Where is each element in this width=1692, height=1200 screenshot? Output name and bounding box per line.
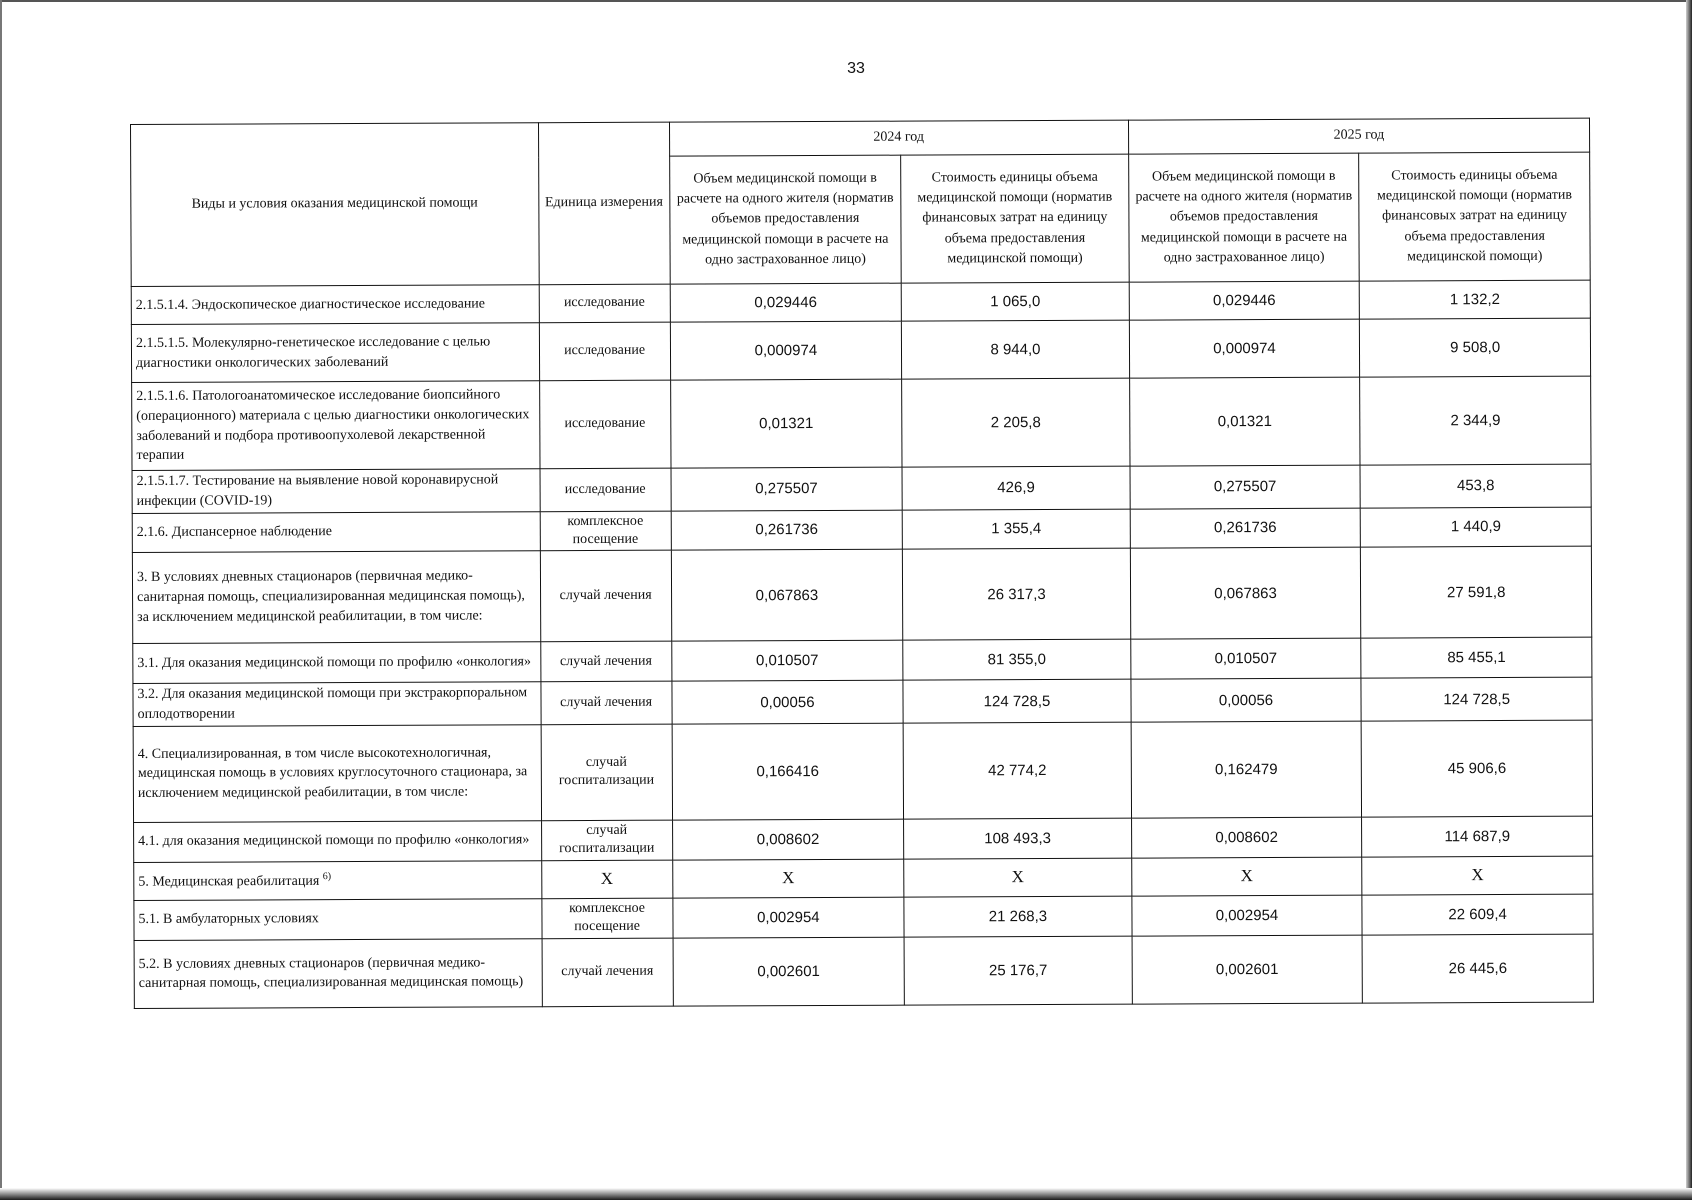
header-kind: Виды и условия оказания медицинской помощи: [131, 123, 539, 287]
row-name: 3.2. Для оказания медицинской помощи при экстракорпоральном оплодотворении: [133, 682, 541, 727]
cost-2025: 26 445,6: [1362, 934, 1593, 1003]
cost-2025: 114 687,9: [1362, 816, 1593, 857]
table-row: [133, 720, 1592, 822]
volume-2025: 0,010507: [1130, 638, 1361, 679]
cost-2025: 1 132,2: [1360, 280, 1591, 319]
cost-2024: 8 944,0: [902, 320, 1130, 379]
volume-2024: 0,261736: [671, 510, 903, 550]
volume-2024: 0,166416: [672, 723, 904, 820]
header-year-2025: 2025 год: [1128, 118, 1589, 154]
table-row: [131, 318, 1590, 382]
table-row: [131, 280, 1590, 324]
row-unit: случай лечения: [542, 938, 673, 1007]
table-row: [132, 546, 1591, 643]
volume-2024: 0,00056: [671, 680, 903, 724]
row-unit: исследование: [539, 322, 670, 381]
volume-2025: 0,275507: [1130, 465, 1361, 509]
volume-2024: 0,029446: [670, 283, 902, 322]
row-name: 3. В условиях дневных стационаров (первичная медико-санитарная помощь, специализированная медицинская помощь), за исключением медицинской реабилитации, в том числе:: [132, 551, 540, 644]
header-unit: Единица измерения: [538, 122, 670, 285]
cost-2024: 1 065,0: [901, 282, 1129, 321]
row-unit: комплексное посещение: [542, 898, 673, 939]
cost-2024: 25 176,7: [904, 936, 1132, 1005]
cost-2025: 22 609,4: [1362, 894, 1593, 935]
row-name: [134, 861, 542, 901]
row-name: 2.1.6. Диспансерное наблюдение: [132, 511, 540, 552]
volume-2025: 0,067863: [1130, 547, 1361, 639]
cost-2025: 2 344,9: [1360, 376, 1591, 465]
cost-2024: 124 728,5: [903, 679, 1131, 723]
volume-2025: 0,008602: [1131, 817, 1362, 858]
volume-2024: 0,067863: [671, 549, 903, 641]
cost-2024: 81 355,0: [903, 639, 1131, 680]
scan-right-edge: [1686, 0, 1692, 1200]
row-name: 2.1.5.1.5. Молекулярно-генетическое исследование с целью диагностики онкологических заболеваний: [131, 323, 539, 383]
volume-2024: 0,010507: [671, 640, 903, 681]
volume-2024: 0,01321: [670, 379, 902, 468]
norms-table: [130, 118, 1594, 1009]
volume-2025: 0,261736: [1130, 508, 1361, 548]
row-name: 5.1. В амбулаторных условиях: [134, 899, 542, 941]
cost-2024: Х: [904, 858, 1132, 897]
row-name-text: 5. Медицинская реабилитация: [138, 873, 320, 890]
header-cost-2024: Стоимость единицы объема медицинской помощи (норматив финансовых затрат на единицу объема предоставления медицинской помощи): [901, 154, 1129, 283]
row-name: 5.2. В условиях дневных стационаров (первичная медико-санитарная помощь, специализированная медицинская помощь): [134, 939, 542, 1009]
row-unit: случай лечения: [541, 681, 672, 724]
header-cost-2025: Стоимость единицы объема медицинской помощи (норматив финансовых затрат на единицу объема предоставления медицинской помощи): [1359, 152, 1590, 281]
volume-2024: 0,000974: [670, 321, 902, 380]
page-number: 33: [847, 60, 865, 77]
cost-2024: 42 774,2: [903, 722, 1131, 819]
volume-2025: 0,002601: [1132, 935, 1363, 1004]
volume-2025: 0,029446: [1129, 281, 1360, 320]
table-row: [134, 816, 1593, 862]
table-row: [132, 464, 1591, 513]
cost-2025: 453,8: [1360, 464, 1591, 508]
row-name: 3.1. Для оказания медицинской помощи по профилю «онкология»: [133, 642, 541, 684]
table-row: [132, 507, 1591, 553]
table-row: [134, 934, 1593, 1008]
footnote-mark: 6): [322, 870, 332, 882]
cost-2024: 1 355,4: [902, 509, 1130, 549]
scan-top-edge: [0, 0, 1692, 2]
cost-2024: 21 268,3: [904, 896, 1132, 937]
table-row: [133, 677, 1592, 726]
row-unit: случай лечения: [540, 641, 671, 682]
volume-2025: 0,162479: [1131, 721, 1362, 818]
row-unit: случай госпитализации: [541, 820, 672, 861]
cost-2024: 426,9: [902, 466, 1130, 510]
scan-bottom-edge: [0, 1188, 1692, 1200]
volume-2024: 0,008602: [672, 819, 904, 860]
cost-2025: 45 906,6: [1361, 720, 1592, 817]
cost-2025: 1 440,9: [1360, 507, 1591, 547]
row-name: 2.1.5.1.4. Эндоскопическое диагностическое исследование: [131, 285, 539, 325]
header-volume-2025: Объем медицинской помощи в расчете на одного жителя (норматив объемов предоставления медицинской помощи в расчете на одно застрахованное лицо): [1128, 153, 1359, 282]
volume-2025: 0,00056: [1131, 678, 1362, 722]
header-volume-2024: Объем медицинской помощи в расчете на одного жителя (норматив объемов предоставления медицинской помощи в расчете на одно застрахованное лицо): [669, 155, 901, 284]
row-unit: исследование: [539, 284, 670, 323]
row-unit: случай госпитализации: [541, 724, 672, 821]
volume-2025: 0,01321: [1129, 377, 1360, 466]
volume-2024: 0,275507: [671, 467, 903, 511]
cost-2025: Х: [1362, 856, 1593, 895]
volume-2024: 0,002601: [673, 937, 905, 1006]
row-name: 4. Специализированная, в том числе высокотехнологичная, медицинская помощь в условиях круглосуточного стационара, за исключением медицинской реабилитации, в том числе:: [133, 725, 541, 823]
cost-2024: 108 493,3: [904, 818, 1132, 859]
row-name: 2.1.5.1.7. Тестирование на выявление новой коронавирусной инфекции (COVID-19): [132, 469, 540, 514]
table-row: [133, 637, 1592, 683]
cost-2024: 26 317,3: [903, 548, 1131, 640]
row-name: 4.1. для оказания медицинской помощи по профилю «онкология»: [134, 821, 542, 863]
volume-2025: 0,000974: [1129, 319, 1360, 378]
row-unit: исследование: [540, 468, 671, 511]
cost-2025: 85 455,1: [1361, 637, 1592, 678]
cost-2025: 124 728,5: [1361, 677, 1592, 721]
volume-2025: 0,002954: [1132, 895, 1363, 936]
table-row: [134, 856, 1593, 900]
header-year-2024: 2024 год: [669, 120, 1128, 156]
volume-2025: Х: [1131, 857, 1362, 896]
row-unit: случай лечения: [540, 550, 671, 642]
row-unit: исследование: [539, 380, 670, 469]
table-row: [132, 376, 1591, 470]
table-row: [134, 894, 1593, 940]
row-name: 2.1.5.1.6. Патологоанатомическое исследование биопсийного (операционного) материала с целью диагностики онкологических заболеваний и подбора противоопухолевой лекарственной терапии: [132, 381, 540, 471]
scan-left-edge: [0, 0, 2, 1200]
cost-2025: 27 591,8: [1361, 546, 1592, 638]
volume-2024: Х: [672, 859, 904, 898]
row-unit: комплексное посещение: [540, 511, 671, 551]
cost-2025: 9 508,0: [1360, 318, 1591, 377]
cost-2024: 2 205,8: [902, 378, 1130, 467]
row-unit: Х: [541, 860, 672, 899]
volume-2024: 0,002954: [672, 897, 904, 938]
